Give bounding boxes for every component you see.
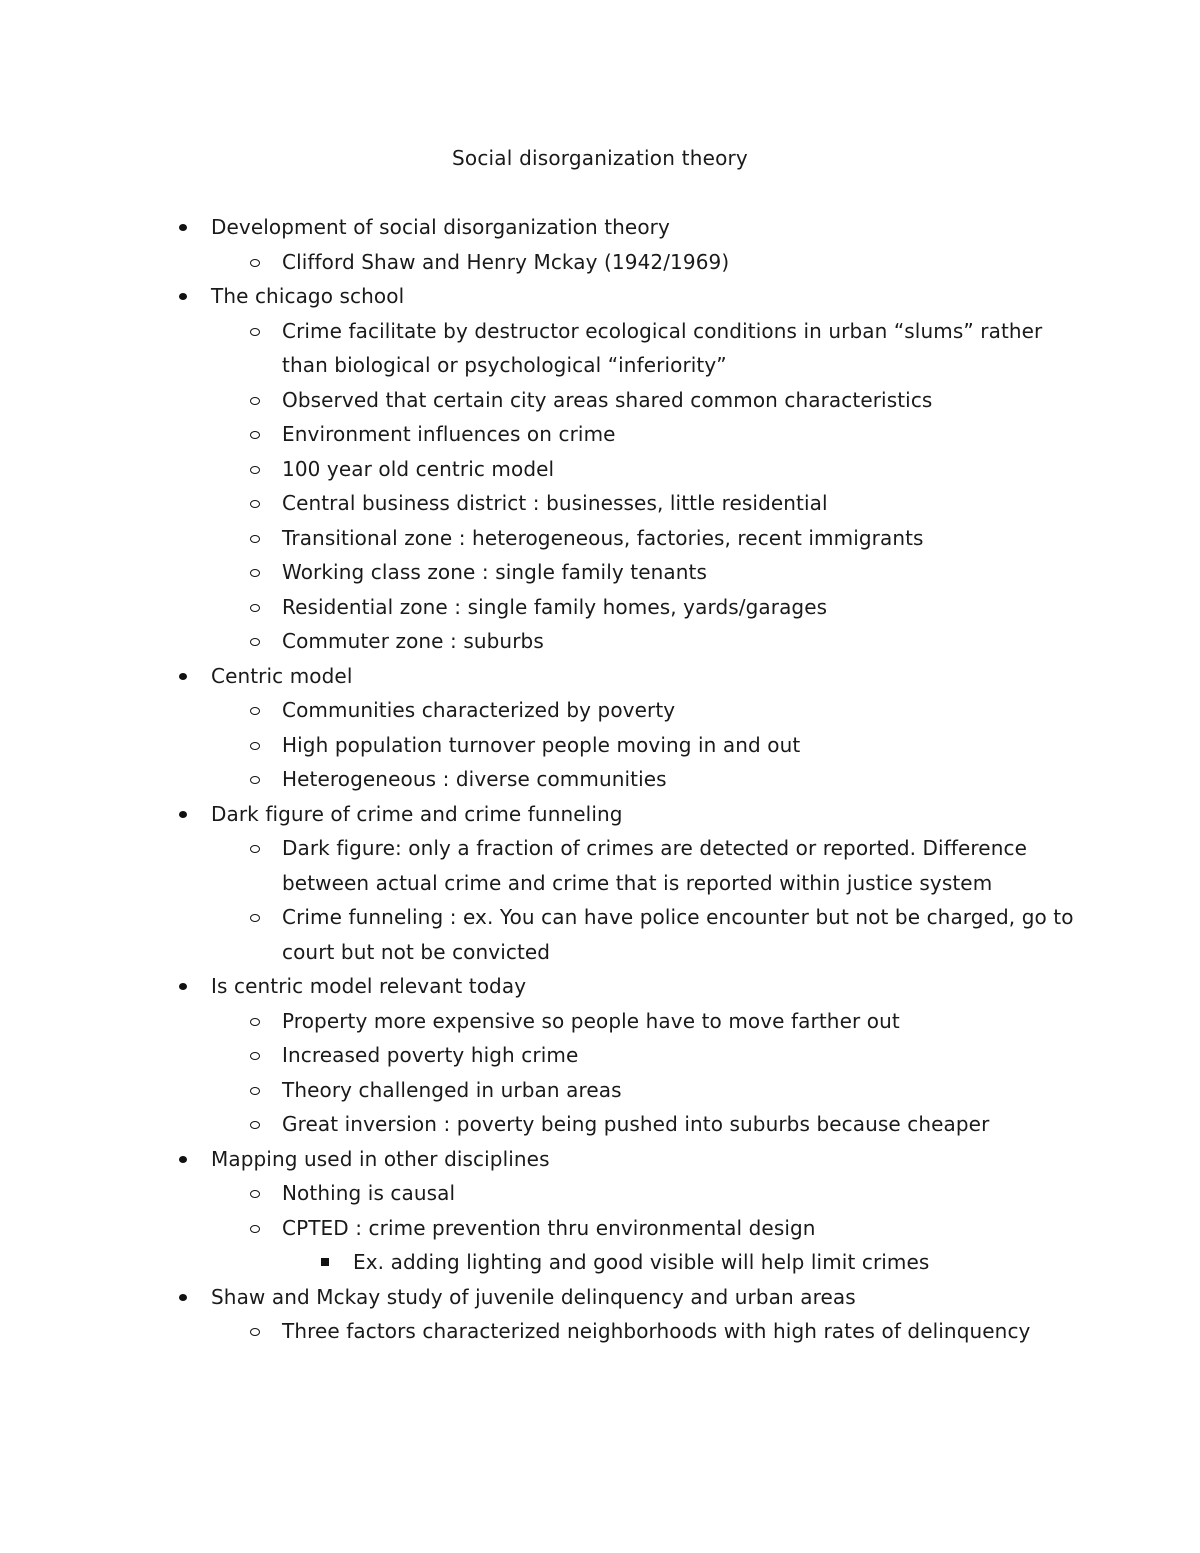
list-item-level-1 (0, 1142, 1200, 1177)
list-item-continuation (0, 866, 1200, 901)
hollow-bullet-icon (250, 604, 260, 612)
list-item-level-2 (0, 417, 1200, 452)
list-item-text: Theory challenged in urban areas (282, 1077, 622, 1102)
filled-bullet-icon (179, 293, 187, 300)
list-item-level-1 (0, 969, 1200, 1004)
hollow-bullet-icon (250, 742, 260, 750)
list-item-text: Property more expensive so people have to move farther out (282, 1008, 900, 1033)
list-item-level-2 (0, 314, 1200, 349)
hollow-bullet-icon (250, 328, 260, 336)
list-item-level-2 (0, 245, 1200, 280)
hollow-bullet-icon (250, 1121, 260, 1129)
hollow-bullet-icon (250, 1052, 260, 1060)
list-item-text: Environment influences on crime (282, 422, 616, 446)
list-item-continuation (0, 935, 1200, 970)
filled-bullet-icon (179, 224, 187, 231)
list-item-level-2 (0, 1107, 1200, 1142)
hollow-bullet-icon (250, 914, 260, 922)
list-item-text: Central business district : businesses, little residential (282, 491, 828, 515)
list-item-text: Transitional zone : heterogeneous, factories, recent immigrants (282, 525, 924, 550)
list-item-level-2 (0, 521, 1200, 556)
hollow-bullet-icon (250, 845, 260, 853)
list-item-level-1 (0, 797, 1200, 832)
list-item-level-2 (0, 900, 1200, 935)
bullet-outline (0, 210, 1200, 1349)
list-item-level-2 (0, 590, 1200, 625)
list-item-level-2 (0, 624, 1200, 659)
list-item-text: Communities characterized by poverty (282, 698, 676, 722)
list-item-level-2 (0, 762, 1200, 797)
filled-bullet-icon (179, 811, 187, 818)
hollow-bullet-icon (250, 500, 260, 508)
list-item-level-2 (0, 452, 1200, 487)
list-item-text: court but not be convicted (282, 939, 551, 964)
list-item-text: Nothing is causal (282, 1181, 456, 1205)
document-title: Social disorganization theory (452, 146, 748, 170)
filled-bullet-icon (179, 1156, 187, 1163)
list-item-text: High population turnover people moving in and out (282, 732, 801, 757)
list-item-text: CPTED : crime prevention thru environmental design (282, 1215, 816, 1240)
list-item-level-1 (0, 279, 1200, 314)
list-item-text: Residential zone : single family homes, yards/garages (282, 594, 828, 619)
list-item-text: Heterogeneous : diverse communities (282, 767, 667, 791)
hollow-bullet-icon (250, 397, 260, 405)
list-item-text: Crime facilitate by destructor ecological conditions in urban “slums” rather (282, 318, 1043, 343)
hollow-bullet-icon (250, 1018, 260, 1026)
list-item-level-2 (0, 1073, 1200, 1108)
list-item-level-1 (0, 659, 1200, 694)
list-item-level-2 (0, 1004, 1200, 1039)
hollow-bullet-icon (250, 1225, 260, 1233)
list-item-text: Increased poverty high crime (282, 1043, 579, 1067)
list-item-text: than biological or psychological “inferiority” (282, 353, 727, 377)
list-item-text: Is centric model relevant today (211, 974, 527, 998)
list-item-text: Dark figure of crime and crime funneling (211, 801, 623, 826)
list-item-text: Three factors characterized neighborhoods with high rates of delinquency (282, 1319, 1031, 1343)
list-item-text: The chicago school (211, 284, 405, 308)
list-item-text: Ex. adding lighting and good visible will help limit crimes (353, 1250, 930, 1274)
list-item-text: between actual crime and crime that is reported within justice system (282, 870, 993, 895)
list-item-text: Dark figure: only a fraction of crimes are detected or reported. Difference (282, 836, 1027, 860)
list-item-level-2 (0, 831, 1200, 866)
list-item-level-2 (0, 1038, 1200, 1073)
list-item-text: Working class zone : single family tenants (282, 560, 707, 584)
hollow-bullet-icon (250, 466, 260, 474)
list-item-text: 100 year old centric model (282, 456, 555, 481)
list-item-level-2 (0, 1176, 1200, 1211)
list-item-text: Mapping used in other disciplines (211, 1146, 550, 1171)
list-item-text: Great inversion : poverty being pushed into suburbs because cheaper (282, 1112, 990, 1136)
list-item-level-2 (0, 693, 1200, 728)
filled-bullet-icon (179, 1294, 187, 1301)
hollow-bullet-icon (250, 1087, 260, 1095)
hollow-bullet-icon (250, 638, 260, 646)
list-item-level-2 (0, 1314, 1200, 1349)
list-item-level-2 (0, 1211, 1200, 1246)
hollow-bullet-icon (250, 776, 260, 784)
hollow-bullet-icon (250, 535, 260, 543)
list-item-level-2 (0, 383, 1200, 418)
list-item-continuation (0, 348, 1200, 383)
list-item-text: Shaw and Mckay study of juvenile delinquency and urban areas (211, 1284, 856, 1309)
hollow-bullet-icon (250, 1328, 260, 1336)
list-item-text: Commuter zone : suburbs (282, 629, 544, 653)
list-item-level-1 (0, 1280, 1200, 1315)
list-item-level-3 (0, 1245, 1200, 1280)
list-item-text: Centric model (211, 663, 353, 688)
filled-bullet-icon (179, 673, 187, 680)
list-item-text: Crime funneling : ex. You can have police encounter but not be charged, go to (282, 905, 1074, 929)
list-item-text: Observed that certain city areas shared common characteristics (282, 387, 933, 412)
hollow-bullet-icon (250, 259, 260, 267)
hollow-bullet-icon (250, 431, 260, 439)
square-bullet-icon (321, 1258, 329, 1266)
list-item-text: Clifford Shaw and Henry Mckay (1942/1969) (282, 249, 730, 274)
list-item-level-2 (0, 555, 1200, 590)
list-item-level-2 (0, 728, 1200, 763)
list-item-text: Development of social disorganization theory (211, 215, 670, 239)
hollow-bullet-icon (250, 1190, 260, 1198)
hollow-bullet-icon (250, 707, 260, 715)
list-item-level-2 (0, 486, 1200, 521)
hollow-bullet-icon (250, 569, 260, 577)
filled-bullet-icon (179, 983, 187, 990)
list-item-level-1 (0, 210, 1200, 245)
